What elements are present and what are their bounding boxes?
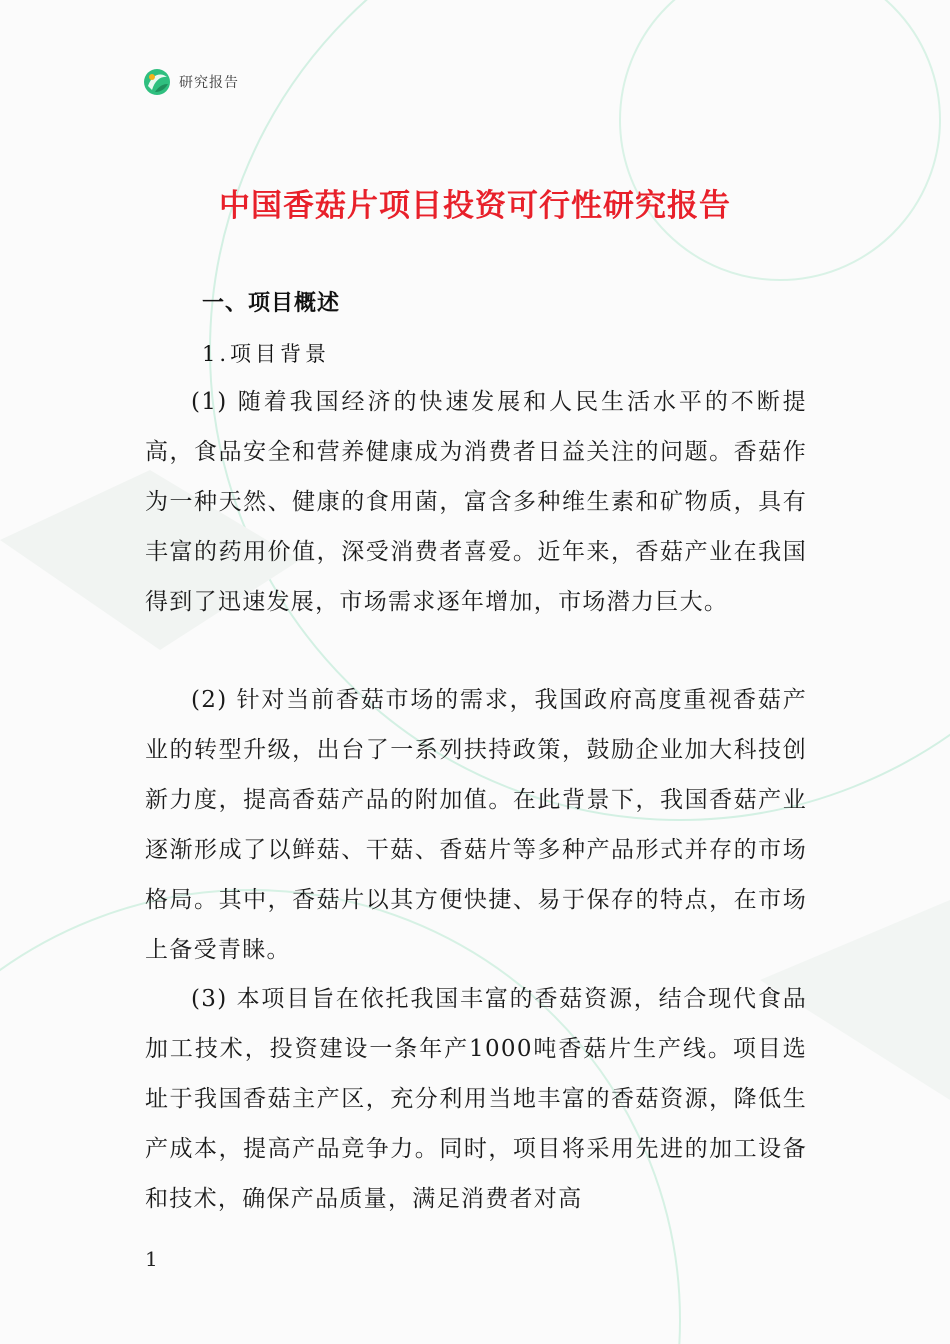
paragraph-1: (1) 随着我国经济的快速发展和人民生活水平的不断提高，食品安全和营养健康成为消费者日益关注的问题。香菇作为一种天然、健康的食用菌，富含多种维生素和矿物质，具有丰富的药用价值，深受消费者喜爱。近年来，香菇产业在我国得到了迅速发展，市场需求逐年增加，市场潜力巨大。 (145, 389, 807, 615)
green-swirl-logo-icon (143, 68, 171, 96)
subsection-heading: 1.项目背景 (202, 342, 331, 366)
page-header (143, 66, 239, 98)
document-title: 中国香菇片项目投资可行性研究报告 (219, 188, 731, 224)
header-label: 研究报告 (179, 75, 239, 91)
section-heading: 一、项目概述 (202, 291, 341, 316)
paragraph-2: (2) 针对当前香菇市场的需求，我国政府高度重视香菇产业的转型升级，出台了一系列扶持政策，鼓励企业加大科技创新力度，提高香菇产品的附加值。在此背景下，我国香菇产业逐渐形成了以鲜菇、干菇、香菇片等多种产品形式并存的市场格局。其中，香菇片以其方便快捷、易于保存的特点，在市场上备受青睐。 (145, 687, 807, 963)
paragraph-3: (3) 本项目旨在依托我国丰富的香菇资源，结合现代食品加工技术，投资建设一条年产1000吨香菇片生产线。项目选址于我国香菇主产区，充分利用当地丰富的香菇资源，降低生产成本，提高产品竞争力。同时，项目将采用先进的加工设备和技术，确保产品质量，满足消费者对高 (145, 986, 807, 1212)
page-number: 1 (145, 1247, 158, 1271)
